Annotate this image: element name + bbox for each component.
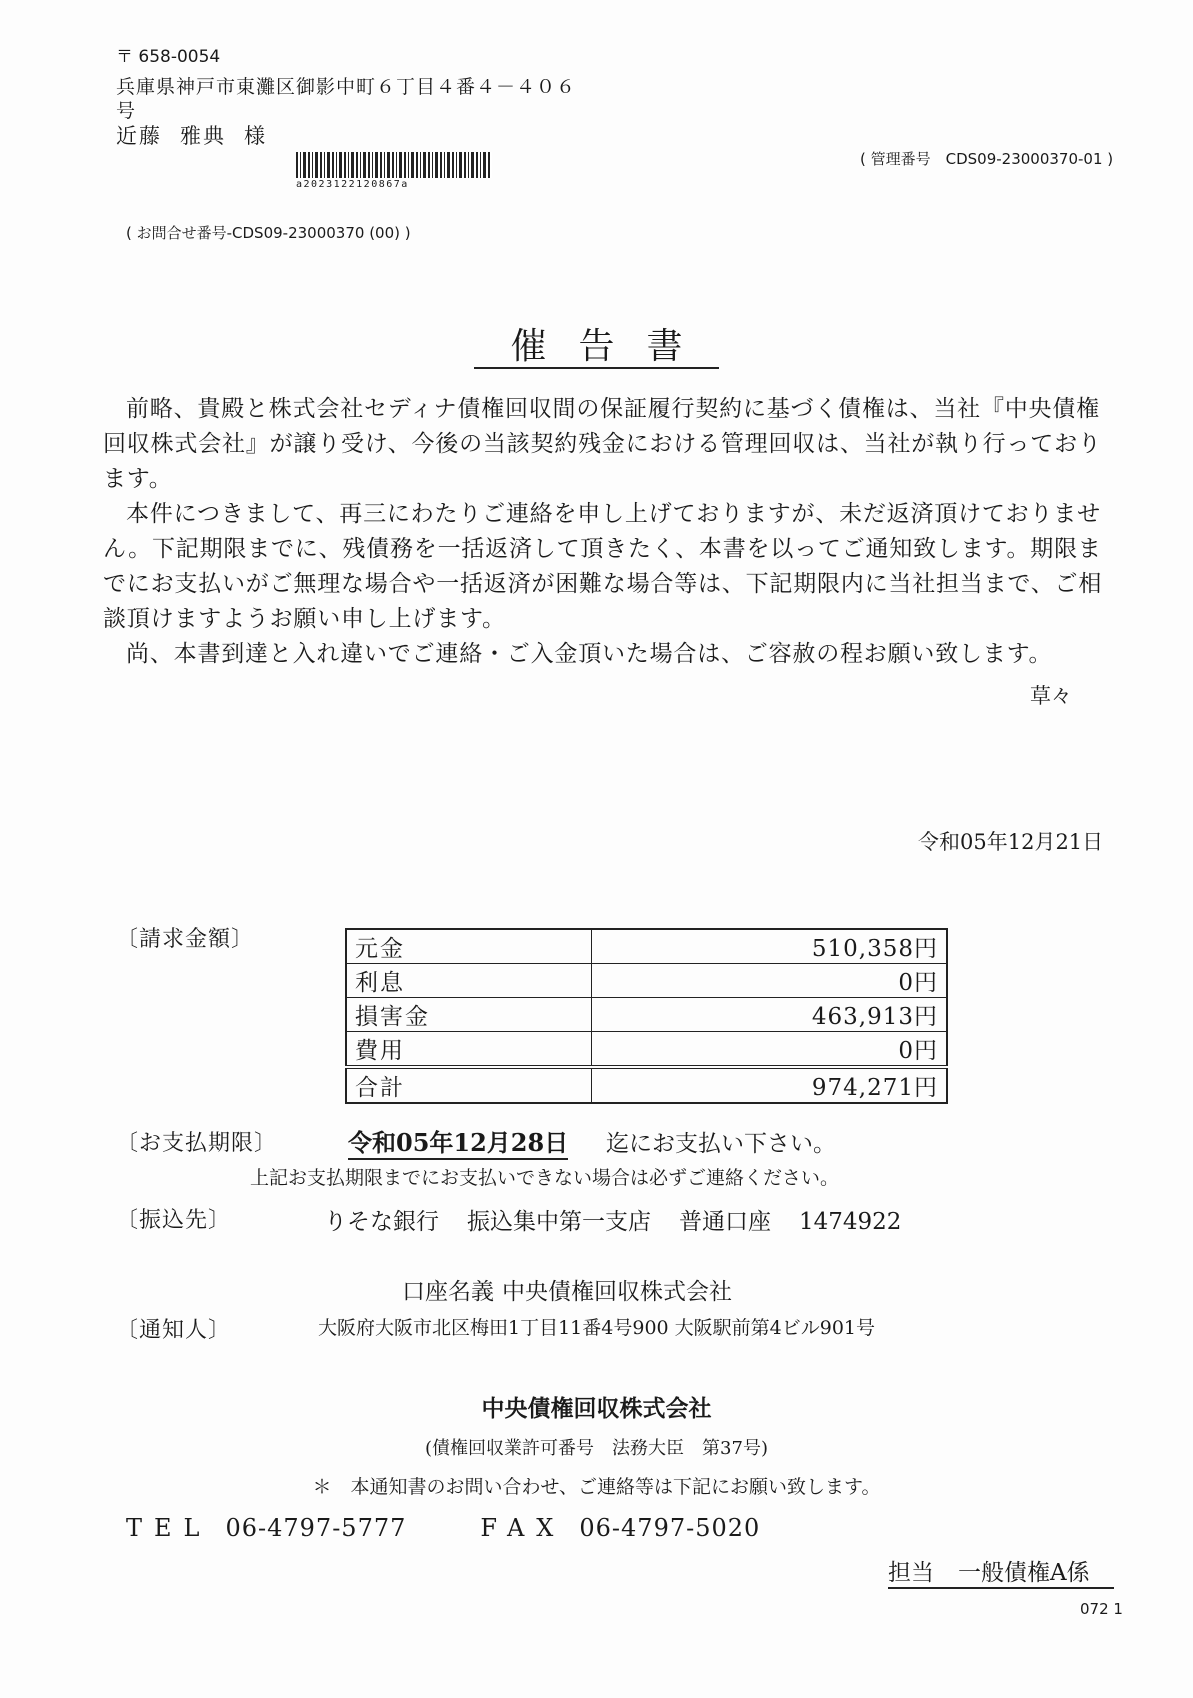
claim-amount: 510,358円 [592, 929, 948, 964]
notifier-address: 大阪府大阪市北区梅田1丁目11番4号900 大阪駅前第4ビル901号 [318, 1317, 876, 1339]
body-paragraph-3: 尚、本書到達と入れ違いでご連絡・ご入金頂いた場合は、ご容赦の程お願い致します。 [126, 641, 1053, 667]
claim-amount: 0円 [592, 964, 948, 998]
address-line-2: 号 [116, 100, 136, 122]
barcode-text: a2023122120867a [296, 179, 409, 190]
closing-phrase: 草々 [1030, 684, 1072, 708]
company-name: 中央債権回収株式会社 [481, 1396, 712, 1422]
tel-label: TEL [126, 1514, 212, 1542]
claim-total-amount: 974,271円 [592, 1067, 948, 1103]
license-number: (債権回収業許可番号 法務大臣 第37号) [425, 1438, 768, 1459]
body-paragraph-2: 本件につきまして、再三にわたりご連絡を申し上げておりますが、未だ返済頂けておりません。下記期限までに、残債務を一括返済して頂きたく、本書を以ってご通知致します。期限までにお支払いがご無理な場合や一括返済が困難な場合等は、下記期限内に当社担当まで、ご相談頂けますようお願い申し上げます。 [103, 501, 1103, 632]
payment-due-note: 上記お支払期限までにお支払いできない場合は必ずご連絡ください。 [250, 1167, 840, 1189]
table-row [346, 964, 947, 998]
document-title [0, 318, 1193, 369]
claim-item: 元金 [346, 929, 592, 964]
inquiry-number: ( お問合せ番号-CDS09-23000370 (00) ) [126, 224, 411, 242]
claim-item: 利息 [346, 964, 592, 998]
recipient-honorific: 様 [244, 124, 267, 148]
staff-name: 一般債権A係 [958, 1560, 1090, 1586]
claim-amount: 463,913円 [592, 998, 948, 1032]
branch-name: 振込集中第一支店 [467, 1209, 651, 1235]
staff-label: 担当 [888, 1560, 934, 1586]
notifier-label: 〔通知人〕 [116, 1318, 232, 1343]
document-title-text: 催告書 [474, 326, 718, 369]
body-paragraph-1: 前略、貴殿と株式会社セディナ債権回収間の保証履行契約に基づく債権は、当社『中央債権回収株式会社』が譲り受け、今後の当該契約残金における管理回収は、当社が執り行っております。 [103, 396, 1102, 492]
recipient-given-name: 雅典 [180, 124, 226, 148]
claim-amount: 0円 [592, 1032, 948, 1068]
table-row [346, 1032, 947, 1068]
claim-item: 費用 [346, 1032, 592, 1068]
staff-in-charge [888, 1554, 1114, 1589]
contact-notice: ＊ 本通知書のお問い合わせ、ご連絡等は下記にお願い致します。 [312, 1476, 881, 1498]
table-row [346, 929, 947, 964]
claim-amount-label: 〔請求金額〕 [116, 927, 255, 952]
account-holder [402, 1273, 740, 1306]
payment-due-suffix: 迄にお支払い下さい。 [606, 1131, 836, 1157]
claim-item: 損害金 [346, 998, 592, 1032]
document-code: 072 1 [1080, 1600, 1123, 1618]
issue-date: 令和05年12月21日 [918, 830, 1104, 854]
transfer-details [324, 1203, 929, 1236]
barcode-bars [296, 152, 492, 178]
transfer-label: 〔振込先〕 [116, 1208, 232, 1233]
address-line-1: 兵庫県神戸市東灘区御影中町６丁目４番４－４０６ [116, 76, 577, 98]
account-holder-label: 口座名義 [402, 1279, 494, 1305]
tel-number: 06-4797-5777 [225, 1514, 407, 1542]
contact-numbers [126, 1514, 760, 1542]
fax-number: 06-4797-5020 [579, 1514, 761, 1542]
letter-body [103, 392, 1113, 672]
barcode [296, 152, 492, 192]
account-holder-name: 中央債権回収株式会社 [502, 1279, 732, 1305]
recipient-surname: 近藤 [116, 124, 162, 148]
fax-label: FAX [480, 1514, 566, 1542]
payment-due-label: 〔お支払期限〕 [116, 1131, 278, 1156]
postal-code: 〒 658-0054 [116, 47, 221, 67]
table-row [346, 998, 947, 1032]
account-number: 1474922 [799, 1209, 902, 1235]
recipient-name [116, 120, 285, 150]
table-row-total [346, 1067, 947, 1103]
account-type: 普通口座 [679, 1209, 771, 1235]
claim-table [345, 928, 948, 1104]
claim-total-label: 合計 [346, 1067, 592, 1103]
payment-due-date: 令和05年12月28日 [348, 1123, 568, 1160]
management-number: ( 管理番号 CDS09-23000370-01 ) [860, 150, 1114, 168]
bank-name: りそな銀行 [324, 1209, 439, 1235]
